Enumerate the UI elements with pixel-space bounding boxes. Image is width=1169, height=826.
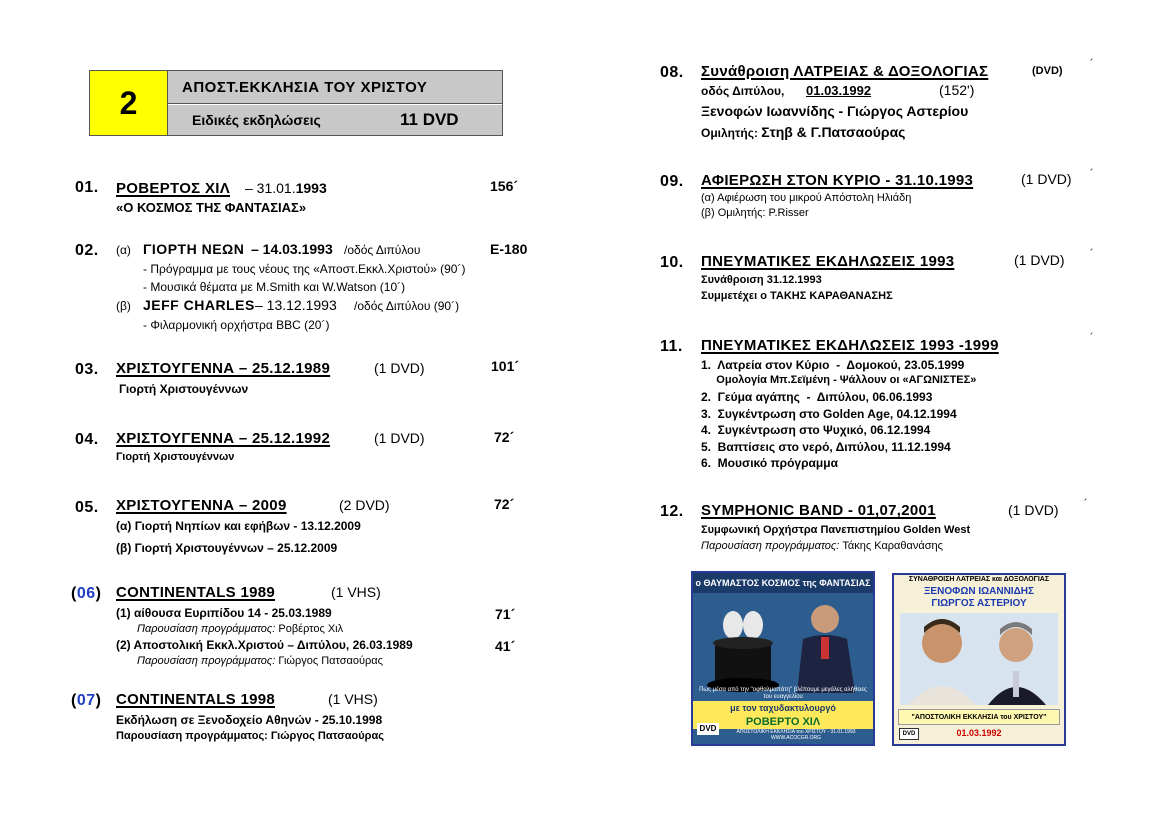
cover-line: ΓΙΩΡΓΟΣ ΑΣΤΕΡΙΟΥ [931,598,1027,609]
catalog-count: 11 DVD [400,110,459,129]
entry-number: 10. [660,254,684,271]
entry-presenter: Παρουσίαση προγράμματος: Γιώργος Πατσαούρας [116,730,384,742]
catalog-title: ΑΠΟΣΤ.ΕΚΚΛΗΣΙΑ ΤΟΥ ΧΡΙΣΤΟΥ [168,71,502,104]
entry-line: (2) Αποστολική Εκκλ.Χριστού – Διπύλου, 26.03.1989 [116,638,413,652]
cover-title: ο ΘΑΥΜΑΣΤΟΣ ΚΟΣΜΟΣ της ΦΑΝΤΑΣΙΑΣ [693,573,873,593]
entry-duration: 72´ [494,496,515,512]
entry-number: 02. [75,242,99,259]
cover-name: ΡΟΒΕΡΤΟ ΧΙΛ [693,715,873,729]
entry-line: (1) αίθουσα Ευριπίδου 14 - 25.03.1989 [116,606,332,620]
entry-number: 01. [75,179,99,196]
entry-location: οδός Διπύλου, [701,84,785,98]
entry-line: - Μουσικά θέματα με M.Smith και W.Watson (10´) [143,280,406,294]
entry-line: (β) Ομιλητής: P.Risser [701,207,809,219]
entry-duration-mark: ´ [1090,332,1094,344]
entry-format: (1 DVD) [374,430,425,446]
entry-line: Εκδήλωση σε Ξενοδοχείο Αθηνών - 25.10.1998 [116,713,383,727]
entry-title: Συνάθροιση ΛΑΤΡΕΙΑΣ & ΔΟΞΟΛΟΓΙΑΣ [701,63,989,80]
entry-duration-mark: ´ [1090,168,1094,180]
entry-title: ΑΦΙΕΡΩΣΗ ΣΤΟΝ ΚΥΡΙΟ - 31.10.1993 [701,172,974,189]
entry-line: (α) Γιορτή Νηπίων και εφήβων - 13.12.2009 [116,519,361,533]
entry-line: (α) Αφιέρωση του μικρού Απόστολη Ηλιάδη [701,192,912,204]
catalog-number: 2 [90,71,168,135]
dvd-logo-icon: DVD [899,728,919,740]
entry-duration: 101´ [491,358,520,374]
entry-number: 05. [75,499,99,516]
entry-title: CONTINENTALS 1989 [116,584,276,601]
catalog-header [89,70,503,136]
entry-format: (DVD) [1032,65,1063,77]
entry-duration: 41´ [495,638,516,654]
entry-subtitle: Γιορτή Χριστουγέννων [119,382,249,396]
entry-format: (1 DVD) [1008,502,1059,518]
entry-title-b: JEFF CHARLES [143,297,255,313]
entry-number: 12. [660,503,684,520]
entry-title: ΧΡΙΣΤΟΥΓΕΝΝΑ – 2009 [116,497,287,514]
entry-subtitle: Γιορτή Χριστουγέννων [116,451,235,463]
entry-title: ΧΡΙΣΤΟΥΓΕΝΝΑ – 25.12.1992 [116,430,331,447]
cover-line: ΣΥΝΑΘΡΟΙΣΗ ΛΑΤΡΕΙΑΣ και ΔΟΞΟΛΟΓΙΑΣ [908,576,1050,583]
entry-format: (1 VHS) [328,691,378,707]
list-item: 5. Βαπτίσεις στο νερό, Διπύλου, 11.12.1994 [701,440,951,454]
cover-tagline: Πως μέσα από την "οφθαλμαπάτη" βλέπουμε μεγάλες αλήθειες του ευαγγελίου [699,687,867,700]
entry-title: ΧΡΙΣΤΟΥΓΕΝΝΑ – 25.12.1989 [116,360,331,377]
item-marker-a: (α) [116,243,131,257]
entry-title-a: ΓΙΟΡΤΗ ΝΕΩΝ [143,241,245,257]
entry-date: 01.03.1992 [806,83,872,98]
list-item: 2. Γεύμα αγάπης - Διπύλου, 06.06.1993 [701,390,933,404]
entry-presenter: Παρουσίαση προγράμματος: Ροβέρτος Χιλ [137,623,344,635]
entry-duration: 71´ [495,606,516,622]
entry-date: – 31.01.1993 [245,180,327,196]
entry-duration-mark: ´ [1090,248,1094,260]
catalog-subheader [168,105,502,135]
entry-duration-mark: ´ [1084,498,1088,510]
entry-number: 04. [75,431,99,448]
cover-footer: ΑΠΟΣΤΟΛΙΚΗ ΕΚΚΛΗΣΙΑ του ΧΡΙΣΤΟΥ - 31.01.1993 [736,729,856,735]
entry-title: ΠΝΕΥΜΑΤΙΚΕΣ ΕΚΔΗΛΩΣΕΙΣ 1993 -1999 [701,337,999,354]
entry-format: (1 DVD) [1021,171,1072,187]
entry-duration: (152') [939,82,975,98]
entry-title: SYMPHONIC BAND - 01,07,2001 [701,502,936,519]
entry-location-b: /οδός Διπύλου (90´) [354,299,460,313]
entry-title: ΡΟΒΕΡΤΟΣ ΧΙΛ [116,180,231,197]
list-item: 4. Συγκέντρωση στο Ψυχικό, 06.12.1994 [701,423,931,437]
entry-line: - Φιλαρμονική ορχήστρα BBC (20´) [143,318,330,332]
entry-location-a: /οδός Διπύλου [344,243,421,257]
entry-presenter: Παρουσίαση προγράμματος: Τάκης Καραθανάσης [701,540,943,552]
cover-url: WWW.ACOCGR.ORG [771,735,821,741]
entry-number: (07) [71,692,102,709]
entry-number: (06) [71,585,102,602]
entry-line: (β) Γιορτή Χριστουγέννων – 25.12.2009 [116,541,338,555]
entry-format: (2 DVD) [339,497,390,513]
entry-number: 11. [660,338,683,355]
list-item: 1. Λατρεία στον Κύριο - Δομοκού, 23.05.1999 [701,358,965,372]
entry-duration: Ε-180 [490,241,528,257]
list-item: Ομολογία Μπ.Σεϊμένη - Ψάλλουν οι «ΑΓΩΝΙΣΤΕΣ» [701,374,977,386]
catalog-subtitle: Ειδικές εκδηλώσεις [192,112,321,128]
entry-line: Συνάθροιση 31.12.1993 [701,274,822,286]
cover-line: ΞΕΝΟΦΩΝ ΙΩΑΝΝΙΔΗΣ [924,586,1034,597]
entry-line: Συμμετέχει ο ΤΑΚΗΣ ΚΑΡΑΘΑΝΑΣΗΣ [701,290,893,302]
dvd-logo-icon: DVD [697,723,719,735]
entry-title: ΠΝΕΥΜΑΤΙΚΕΣ ΕΚΔΗΛΩΣΕΙΣ 1993 [701,253,955,270]
list-item: 3. Συγκέντρωση στο Golden Age, 04.12.1994 [701,407,957,421]
entry-speaker: Ομιλητής: Στηβ & Γ.Πατσαούρας [701,124,906,140]
entry-format: (1 DVD) [1014,252,1065,268]
dvd-cover-fantasy [691,571,875,746]
entry-line: Συμφωνική Ορχήστρα Πανεπιστημίου Golden West [701,524,971,536]
entry-line: - Πρόγραμμα με τους νέους της «Αποστ.Εκκλ.Χριστού» (90´) [143,262,466,276]
cover-date: 01.03.1992 [956,728,1002,738]
entry-number: 09. [660,173,684,190]
item-marker-b: (β) [116,299,131,313]
entry-format: (1 DVD) [374,360,425,376]
entry-number: 08. [660,64,684,81]
entry-subtitle: «Ο ΚΟΣΜΟΣ ΤΗΣ ΦΑΝΤΑΣΙΑΣ» [116,200,307,215]
entry-duration: 72´ [494,429,515,445]
entry-number: 03. [75,361,99,378]
entry-duration: 156´ [490,178,519,194]
entry-title: CONTINENTALS 1998 [116,691,276,708]
entry-line: Ξενοφών Ιωαννίδης - Γιώργος Αστερίου [701,103,969,119]
cover-church: "ΑΠΟΣΤΟΛΙΚΗ ΕΚΚΛΗΣΙΑ του ΧΡΙΣΤΟΥ" [898,709,1060,725]
entry-date-a: – 14.03.1993 [251,241,333,257]
cover-with: με τον ταχυδακτυλουργό [693,701,873,715]
entry-duration-mark: ´ [1090,58,1094,70]
dvd-cover-worship [892,573,1066,746]
entry-presenter: Παρουσίαση προγράμματος: Γιώργος Πατσαούρας [137,655,383,667]
entry-format: (1 VHS) [331,584,381,600]
entry-date-b: – 13.12.1993 [255,297,337,313]
list-item: 6. Μουσικό πρόγραμμα [701,456,838,470]
